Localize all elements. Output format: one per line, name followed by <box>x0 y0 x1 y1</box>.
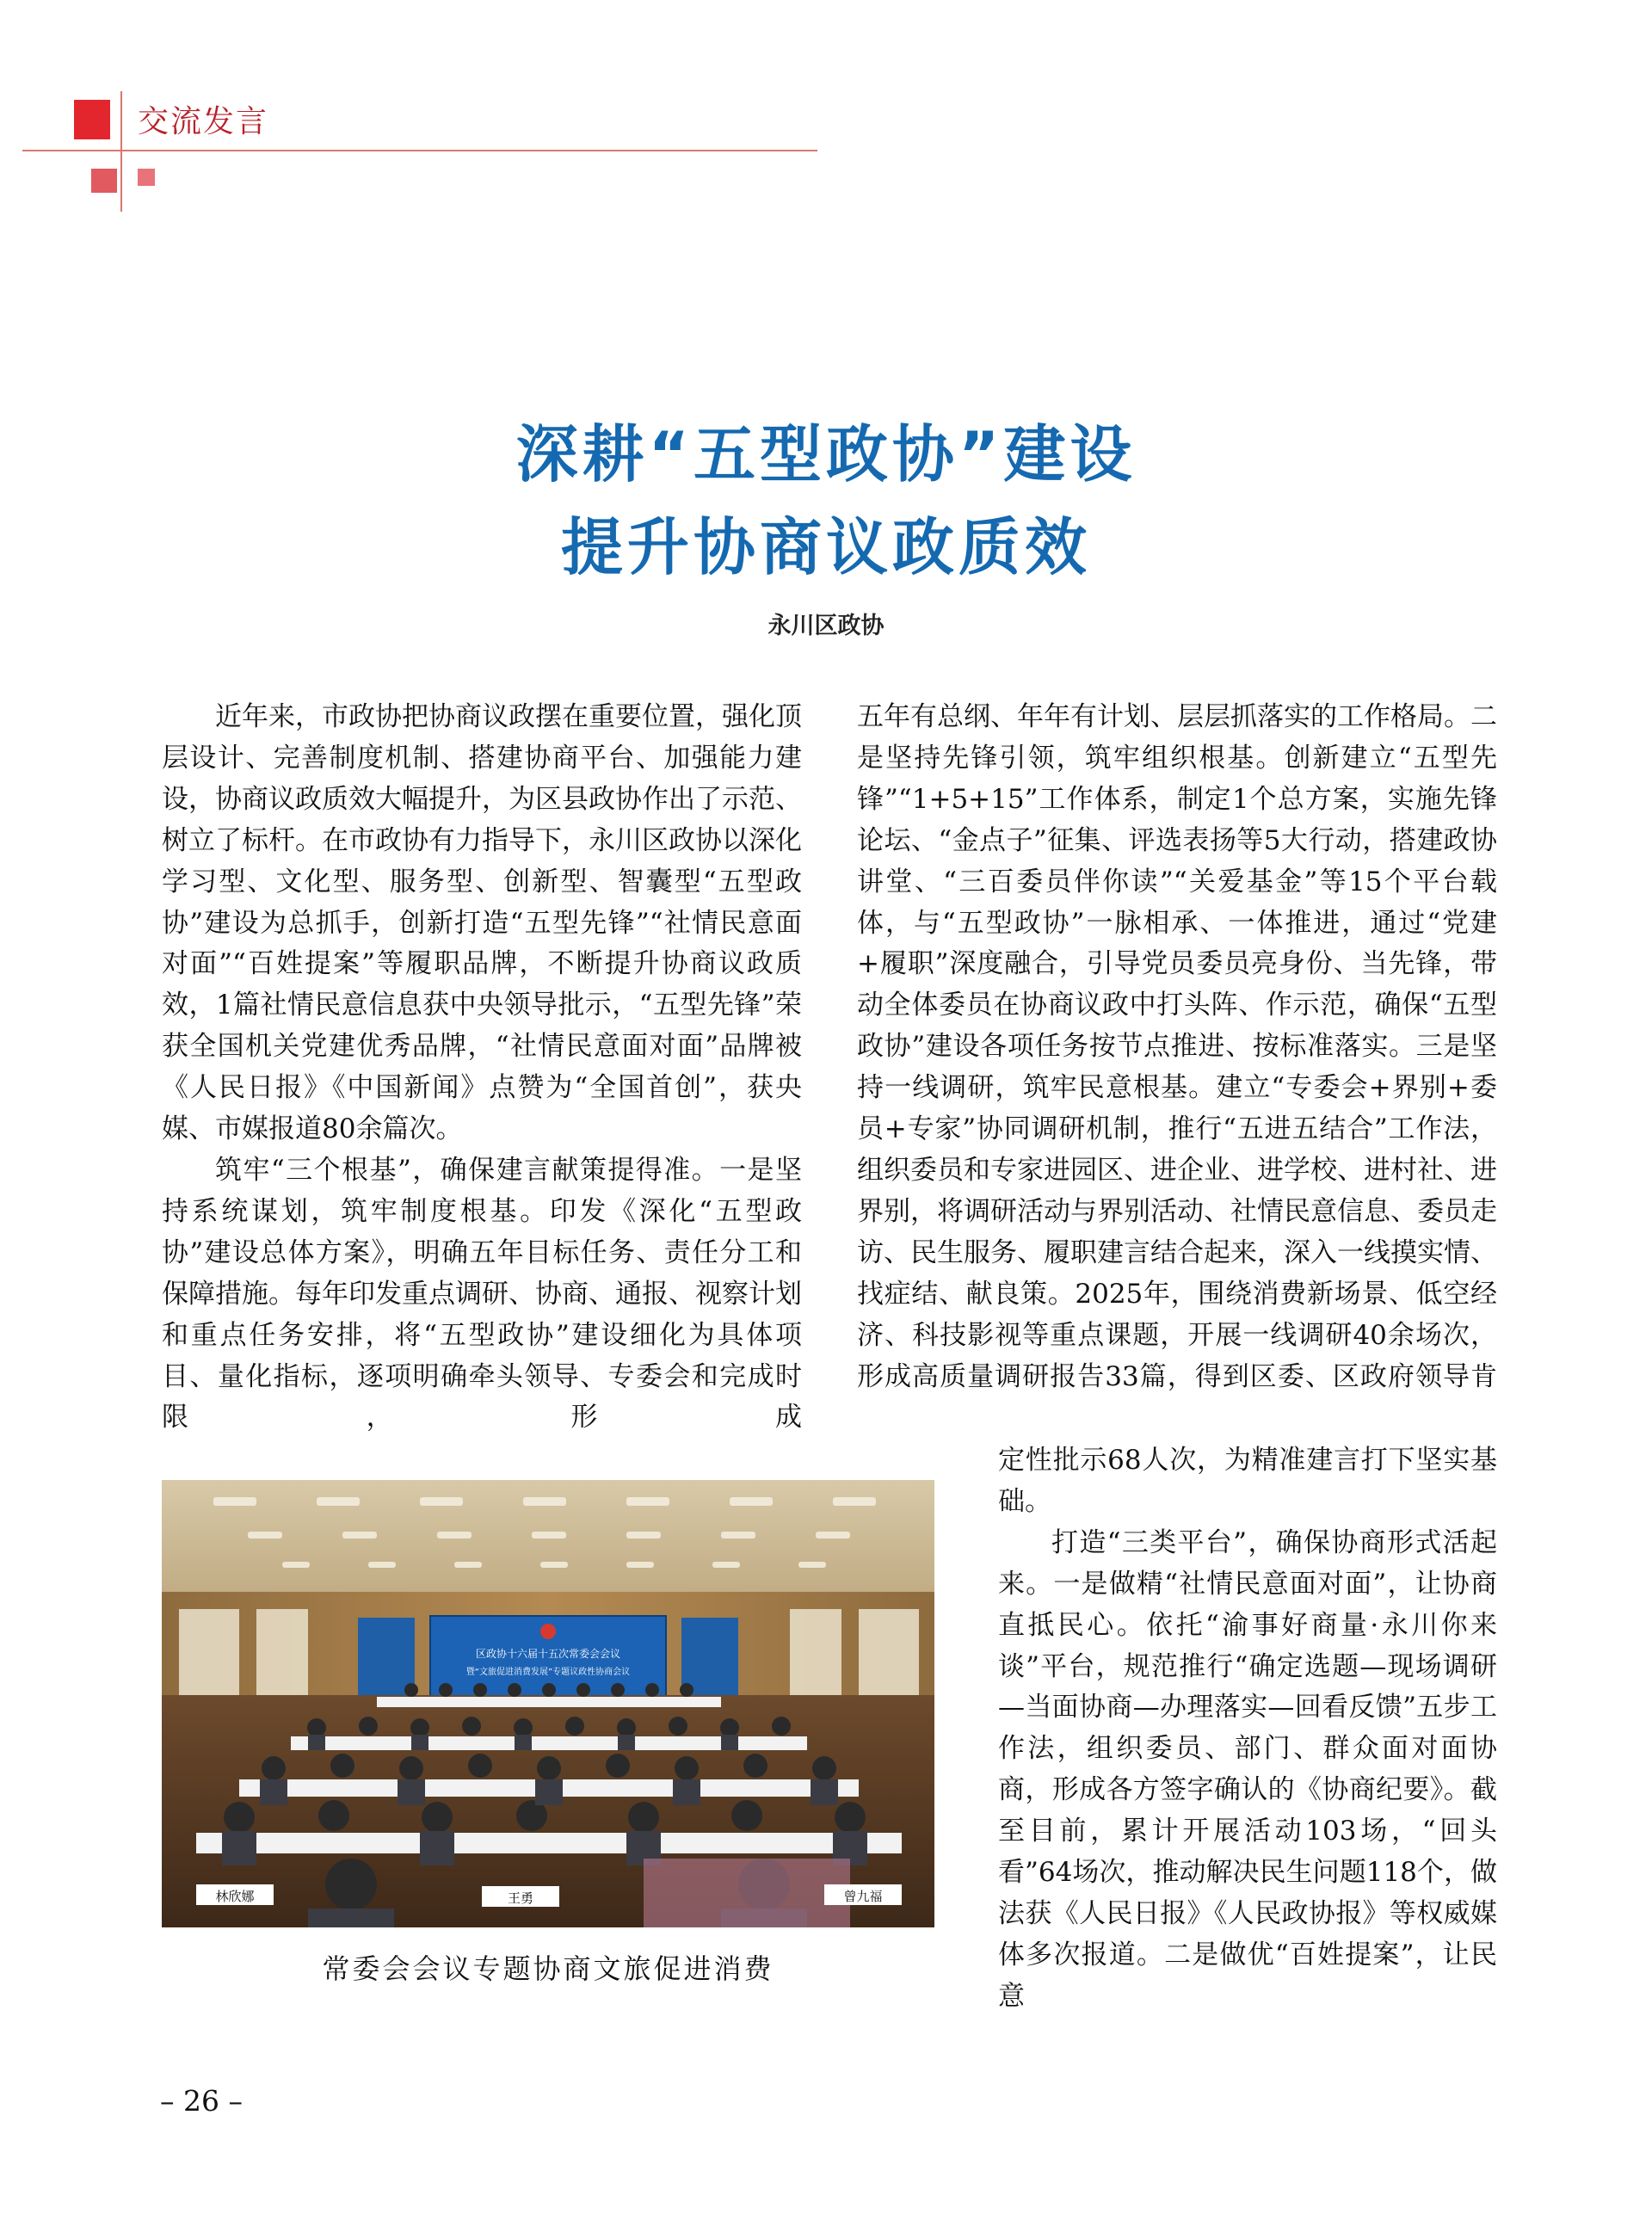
header-pink-square-lower <box>91 169 117 193</box>
nameplate-3: 曾九福 <box>843 1889 883 1904</box>
article-author: 永川区政协 <box>767 613 885 639</box>
left-paragraph-2: 筑牢“三个根基”，确保建言献策提得准。一是坚持系统谋划，筑牢制度根基。印发《深化“五型政协”建设总体方案》，明确五年目标任务、责任分工和保障措施。每年印发重点调研、协商、通报、视察计划和重点任务安排，将“五型政协”建设细化为具体项目、量化指标，逐项明确牵头领导、专委会和完成时限，形成 <box>162 1154 802 1434</box>
right-paragraph-1: 五年有总纲、年年有计划、层层抓落实的工作格局。二是坚持先锋引领，筑牢组织根基。创新建立“五型先锋”“1+5+15”工作体系，制定1个总方案，实施先锋论坛、“金点子”征集、评选表扬等5大行动，搭建政协讲堂、“三百委员伴你读”“关爱基金”等15个平台载体，与“五型政协”一脉相承、一体推进，通过“党建+履职”深度融合，引导党员委员亮身份、当先锋，带动全体委员在协商议政中打头阵、作示范，确保“五型政协”建设各项任务按节点推进、按标准落实。三是坚持一线调研，筑牢民意根基。建立“专委会+界别+委员+专家”协同调研机制，推行“五进五结合”工作法，组织委员和专家进园区、进企业、进学校、进村社、进界别，将调研活动与界别活动、社情民意信息、委员走访、民生服务、履职建言结合起来，深入一线摸实情、找症结、献良策。2025年，围绕消费新场景、低空经济、科技影视等重点课题，开展一线调研40余场次，形成高质量调研报告33篇，得到区委、区政府领导肯 <box>857 701 1497 1392</box>
right-column-upper <box>857 697 1497 1397</box>
meeting-photo <box>162 1480 934 1927</box>
right-column-lower <box>998 1440 1497 2018</box>
header-vertical-rule <box>120 91 122 212</box>
right-paragraph-2: 打造“三类平台”，确保协商形式活起来。一是做精“社情民意面对面”，让协商直抵民心。依托“渝事好商量·永川你来谈”平台，规范推行“确定选题—现场调研—当面协商—办理落实—回看反馈”五步工作法，组织委员、部门、群众面对面协商，形成各方签字确认的《协商纪要》。截至目前，累计开展活动103场，“回头看”64场次，推动解决民生问题118个，做法获《人民日报》《人民政协报》等权威媒体多次报道。二是做优“百姓提案”，让民意 <box>998 1526 1497 2012</box>
article-title-line-1: 深耕“五型政协”建设 <box>515 418 1137 490</box>
left-column <box>162 697 802 1439</box>
header-pink-square-right <box>138 169 155 186</box>
article-title-line-2: 提升协商议政质效 <box>560 511 1091 583</box>
left-paragraph-1: 近年来，市政协把协商议政摆在重要位置，强化顶层设计、完善制度机制、搭建协商平台、加强能力建设，协商议政质效大幅提升，为区县政协作出了示范、树立了标杆。在市政协有力指导下，永川区政协以深化学习型、文化型、服务型、创新型、智囊型“五型政协”建设为总抓手，创新打造“五型先锋”“社情民意面对面”“百姓提案”等履职品牌，不断提升协商议政质效，1篇社情民意信息获中央领导批示，“五型先锋”荣获全国机关党建优秀品牌，“社情民意面对面”品牌被《人民日报》《中国新闻》点赞为“全国首创”，获央媒、市媒报道80余篇次。 <box>162 701 802 1145</box>
nameplate-2: 王勇 <box>507 1890 534 1906</box>
right-paragraph-1-tail: 定性批示68人次，为精准建言打下坚实基础。 <box>998 1445 1497 1517</box>
photo-caption: 常委会会议专题协商文旅促进消费 <box>322 1952 774 1985</box>
screen-text-line-1: 区政协十六届十五次常委会会议 <box>475 1648 621 1660</box>
nameplate-1: 林欣娜 <box>215 1889 255 1904</box>
page-number: – 26 – <box>160 2084 243 2118</box>
screen-text-line-2: 暨“文旅促进消费发展”专题议政性协商会议 <box>465 1668 631 1677</box>
header-red-square <box>74 100 110 139</box>
header-rule <box>22 150 817 151</box>
section-label: 交流发言 <box>138 104 269 139</box>
